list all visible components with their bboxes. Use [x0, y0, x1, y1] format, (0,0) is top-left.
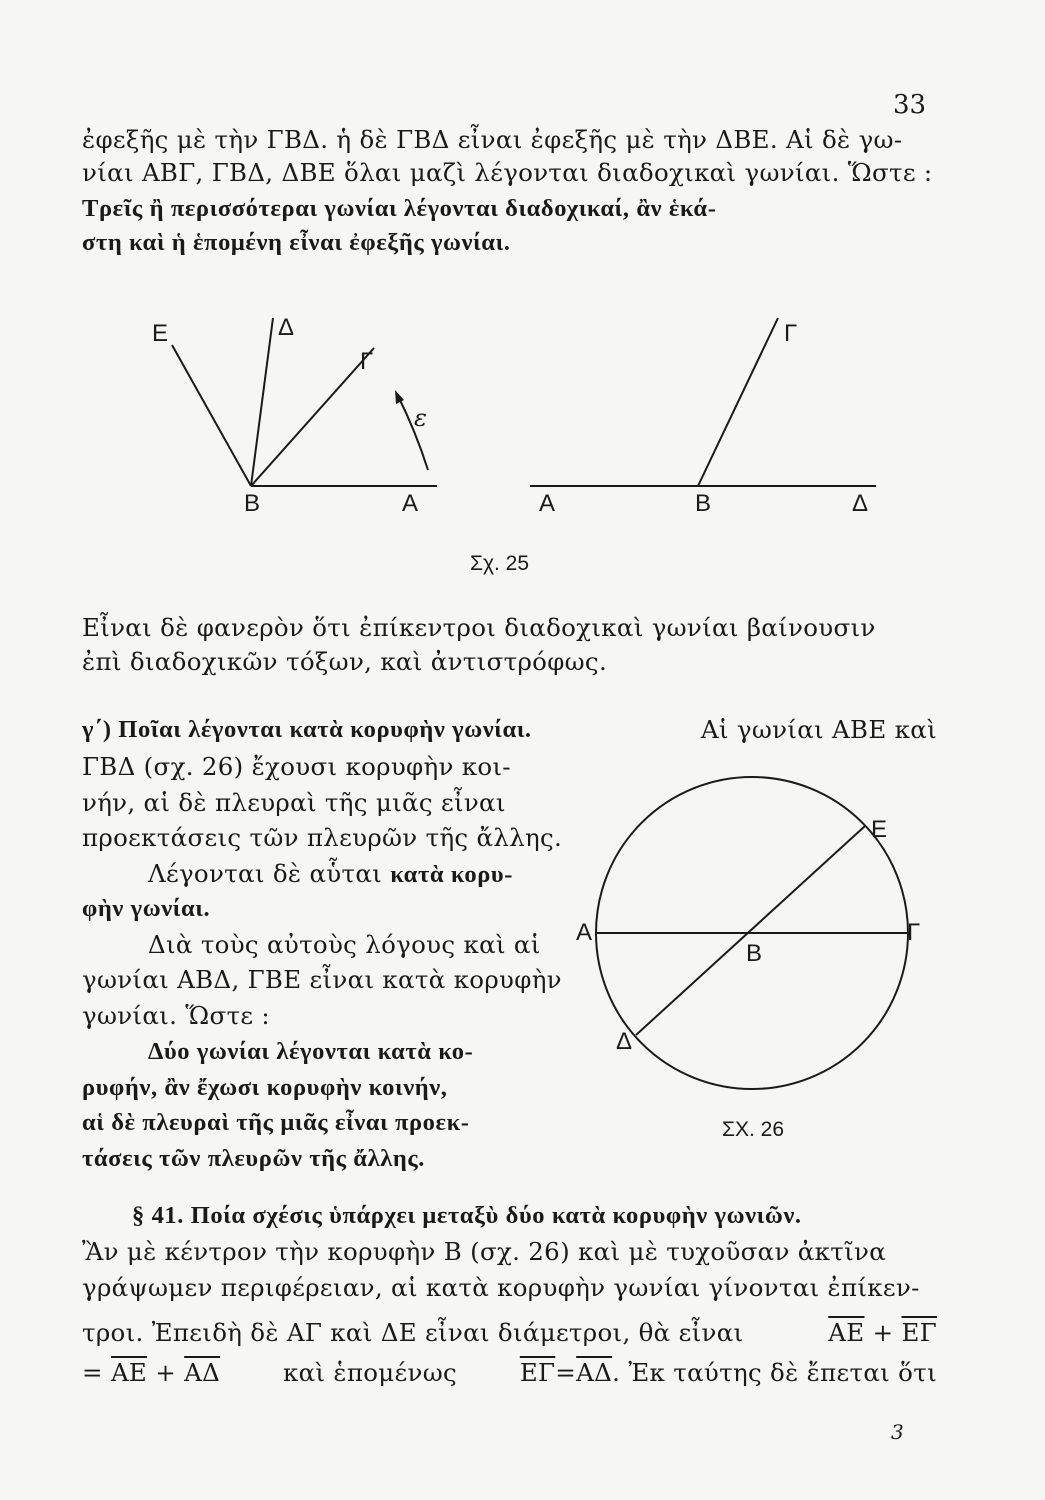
text-line: νίαι ΑΒΓ, ΓΒΔ, ΔΒΕ ὅλαι μαζὶ λέγονται διαδοχικαὶ γωνίαι. Ὥστε : [82, 158, 933, 187]
text-line: γωνίαι ΑΒΔ, ΓΒΕ εἶναι κατὰ κορυφὴν [82, 965, 562, 994]
rule-statement-line: ρυφήν, ἂν ἔχωσι κορυφὴν κοινήν, [82, 1074, 448, 1101]
text-line: προεκτάσεις τῶν πλευρῶν τῆς ἄλλης. [82, 823, 563, 852]
plus-sign: + [872, 1318, 894, 1347]
emphasis-term: φὴν γωνίαι. [82, 895, 211, 922]
arc-EG: $\overline{E\Gamma}$ [519, 1358, 556, 1387]
text-segment: καὶ ἑπομένως [282, 1358, 458, 1387]
equals-sign: = [82, 1358, 103, 1387]
rule-statement-line: Δύο γωνίαι λέγονται κατὰ κο- [148, 1038, 474, 1065]
label-A: Α [576, 919, 593, 946]
label-D-right: Δ [852, 490, 869, 517]
text-line: ἐπὶ διαδοχικῶν τόξων, καὶ ἀντιστρόφως. [82, 647, 608, 676]
text-line: Ἂν μὲ κέντρον τὴν κορυφὴν Β (σχ. 26) καὶ μὲ τυχοῦσαν ἀκτῖνα [82, 1237, 887, 1266]
label-B: Β [244, 490, 261, 517]
arc-AD: $\overline{A\Delta}$ [576, 1358, 613, 1387]
text-segment: τροι. Ἐπειδὴ δὲ ΑΓ καὶ ΔΕ εἶναι διάμετροι, θὰ εἶναι [82, 1318, 744, 1347]
arc-equation [519, 1358, 937, 1387]
arc-AE: $\overline{AE}$ [110, 1358, 148, 1387]
arc-EG: $\overline{E\Gamma}$ [901, 1318, 937, 1347]
label-A-right: Α [539, 490, 556, 517]
text-line: γράψωμεν περιφέρειαν, αἱ κατὰ κορυφὴν γωνίαι γίνονται ἐπίκεν- [82, 1273, 920, 1302]
emphasis-term: κατὰ κορυ- [390, 861, 513, 888]
text-segment: . Ἐκ ταύτης δὲ ἔπεται ὅτι [612, 1358, 937, 1387]
page-number: 33 [893, 90, 927, 120]
label-E: Ε [152, 320, 169, 347]
label-G: Γ [907, 919, 921, 946]
text-line: γωνίαι. Ὥστε : [82, 1001, 270, 1030]
label-D: Δ [616, 1028, 633, 1055]
rule-statement-line: τάσεις τῶν πλευρῶν τῆς ἄλλης. [82, 1145, 426, 1172]
figure-25-caption: Σχ. 25 [470, 552, 530, 575]
figure-26-caption: ΣΧ. 26 [722, 1118, 785, 1141]
label-E: Ε [871, 816, 888, 843]
label-A: Α [402, 490, 419, 517]
section-heading: § 41. Ποία σχέσις ὑπάρχει μεταξὺ δύο κατὰ κορυφὴν γωνιῶν. [132, 1202, 802, 1229]
arc-equation [828, 1318, 937, 1347]
label-B: Β [746, 940, 763, 967]
rule-statement-line: αἱ δὲ πλευραὶ τῆς μιᾶς εἶναι προεκ- [82, 1109, 470, 1136]
label-epsilon: ε [414, 404, 427, 432]
text-segment: Λέγονται δὲ αὗται [148, 859, 383, 888]
text-line: ἐφεξῆς μὲ τὴν ΓΒΔ. ἡ δὲ ΓΒΔ εἶναι ἐφεξῆς μὲ τὴν ΔΒΕ. Αἱ δὲ γω- [82, 125, 903, 154]
label-B-right: Β [695, 490, 712, 517]
arc-AE: $\overline{AE}$ [828, 1318, 865, 1347]
section-heading: γ΄) Ποῖαι λέγονται κατὰ κορυφὴν γωνίαι. [82, 716, 532, 743]
equals-sign: = [555, 1358, 577, 1387]
label-G-right: Γ [784, 320, 798, 347]
text-line [82, 1318, 937, 1347]
arc-equation [82, 1358, 221, 1387]
text-line [82, 1358, 937, 1387]
text-line: Εἶναι δὲ φανερὸν ὅτι ἐπίκεντροι διαδοχικαὶ γωνίαι βαίνουσιν [82, 613, 876, 642]
text-segment: Αἱ γωνίαι ΑΒΕ καὶ [700, 715, 937, 744]
arc-AD: $\overline{A\Delta}$ [184, 1358, 221, 1387]
footer-signature: 3 [891, 1420, 904, 1444]
diameter-DE [636, 826, 865, 1035]
plus-sign: + [155, 1358, 177, 1387]
text-line: νήν, αἱ δὲ πλευραὶ τῆς μιᾶς εἶναι [82, 788, 506, 817]
rule-statement-line: στη καὶ ἡ ἑπομένη εἶναι ἐφεξῆς γωνίαι. [82, 229, 511, 256]
text-line: ΓΒΔ (σχ. 26) ἔχουσι κορυφὴν κοι- [82, 752, 511, 781]
label-G: Γ [360, 348, 374, 375]
text-line: Διὰ τοὺς αὐτοὺς λόγους καὶ αἱ [148, 930, 541, 959]
label-D: Δ [278, 314, 295, 341]
rule-statement-line: Τρεῖς ἢ περισσότεραι γωνίαι λέγονται διαδοχικαί, ἂν ἑκά- [82, 195, 717, 222]
